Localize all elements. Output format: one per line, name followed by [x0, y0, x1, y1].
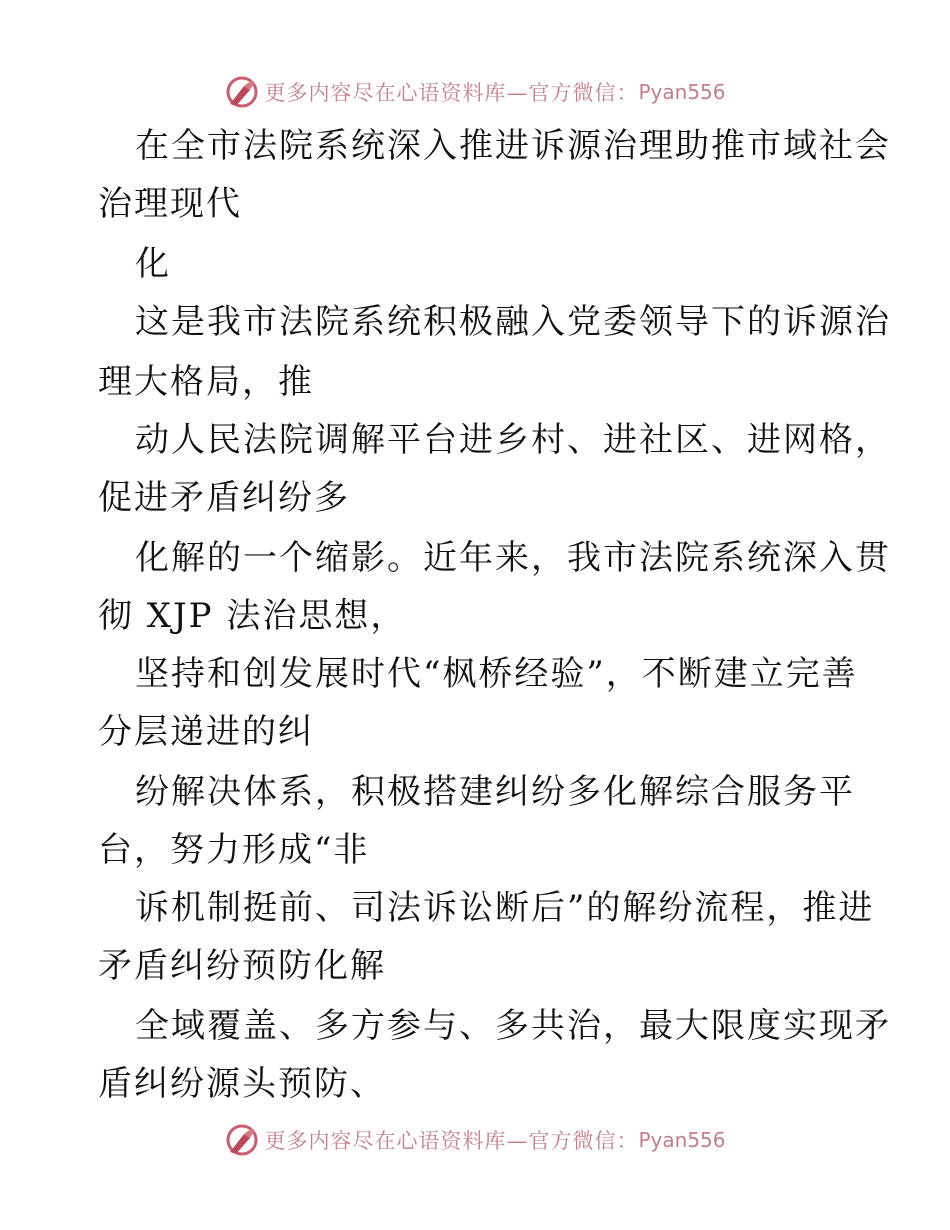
body-line: 理大格局，推 [98, 362, 314, 402]
pen-nib-logo-icon [224, 1122, 260, 1158]
body-line: 台，努力形成“非 [98, 830, 370, 870]
body-line: 促进矛盾纠纷多 [98, 478, 350, 518]
body-line: 化解的一个缩影。近年来，我市法院系统深入贯 [135, 538, 891, 578]
body-line: 治理现代 [98, 184, 242, 224]
body-line: 这是我市法院系统积极融入党委领导下的诉源治 [135, 302, 891, 342]
header-banner [0, 72, 950, 112]
pen-nib-logo-icon [224, 74, 260, 110]
footer-banner [0, 1120, 950, 1160]
body-line: 诉机制挺前、司法诉讼断后”的解纷流程，推进 [135, 888, 875, 928]
body-line: 在全市法院系统深入推进诉源治理助推市域社会 [135, 126, 891, 166]
banner-text: 更多内容尽在心语资料库—官方微信： [264, 81, 639, 105]
body-line: 化 [135, 244, 171, 284]
banner-wechat-id: Pyan556 [638, 1128, 726, 1152]
body-line: 动人民法院调解平台进乡村、进社区、进网格， [135, 420, 891, 460]
body-line: 彻 XJP 法治思想， [98, 596, 407, 636]
body-line: 全域覆盖、多方参与、多共治，最大限度实现矛 [135, 1006, 891, 1046]
body-line: 盾纠纷源头预防、 [98, 1064, 386, 1104]
body-line: 纷解决体系，积极搭建纠纷多化解综合服务平 [135, 772, 855, 812]
banner-wechat-id: Pyan556 [638, 80, 726, 104]
body-line: 分层递进的纠 [98, 712, 314, 752]
banner-text: 更多内容尽在心语资料库—官方微信： [264, 1129, 639, 1153]
body-line: 坚持和创发展时代“枫桥经验”，不断建立完善 [135, 654, 858, 694]
body-line: 矛盾纠纷预防化解 [98, 946, 386, 986]
